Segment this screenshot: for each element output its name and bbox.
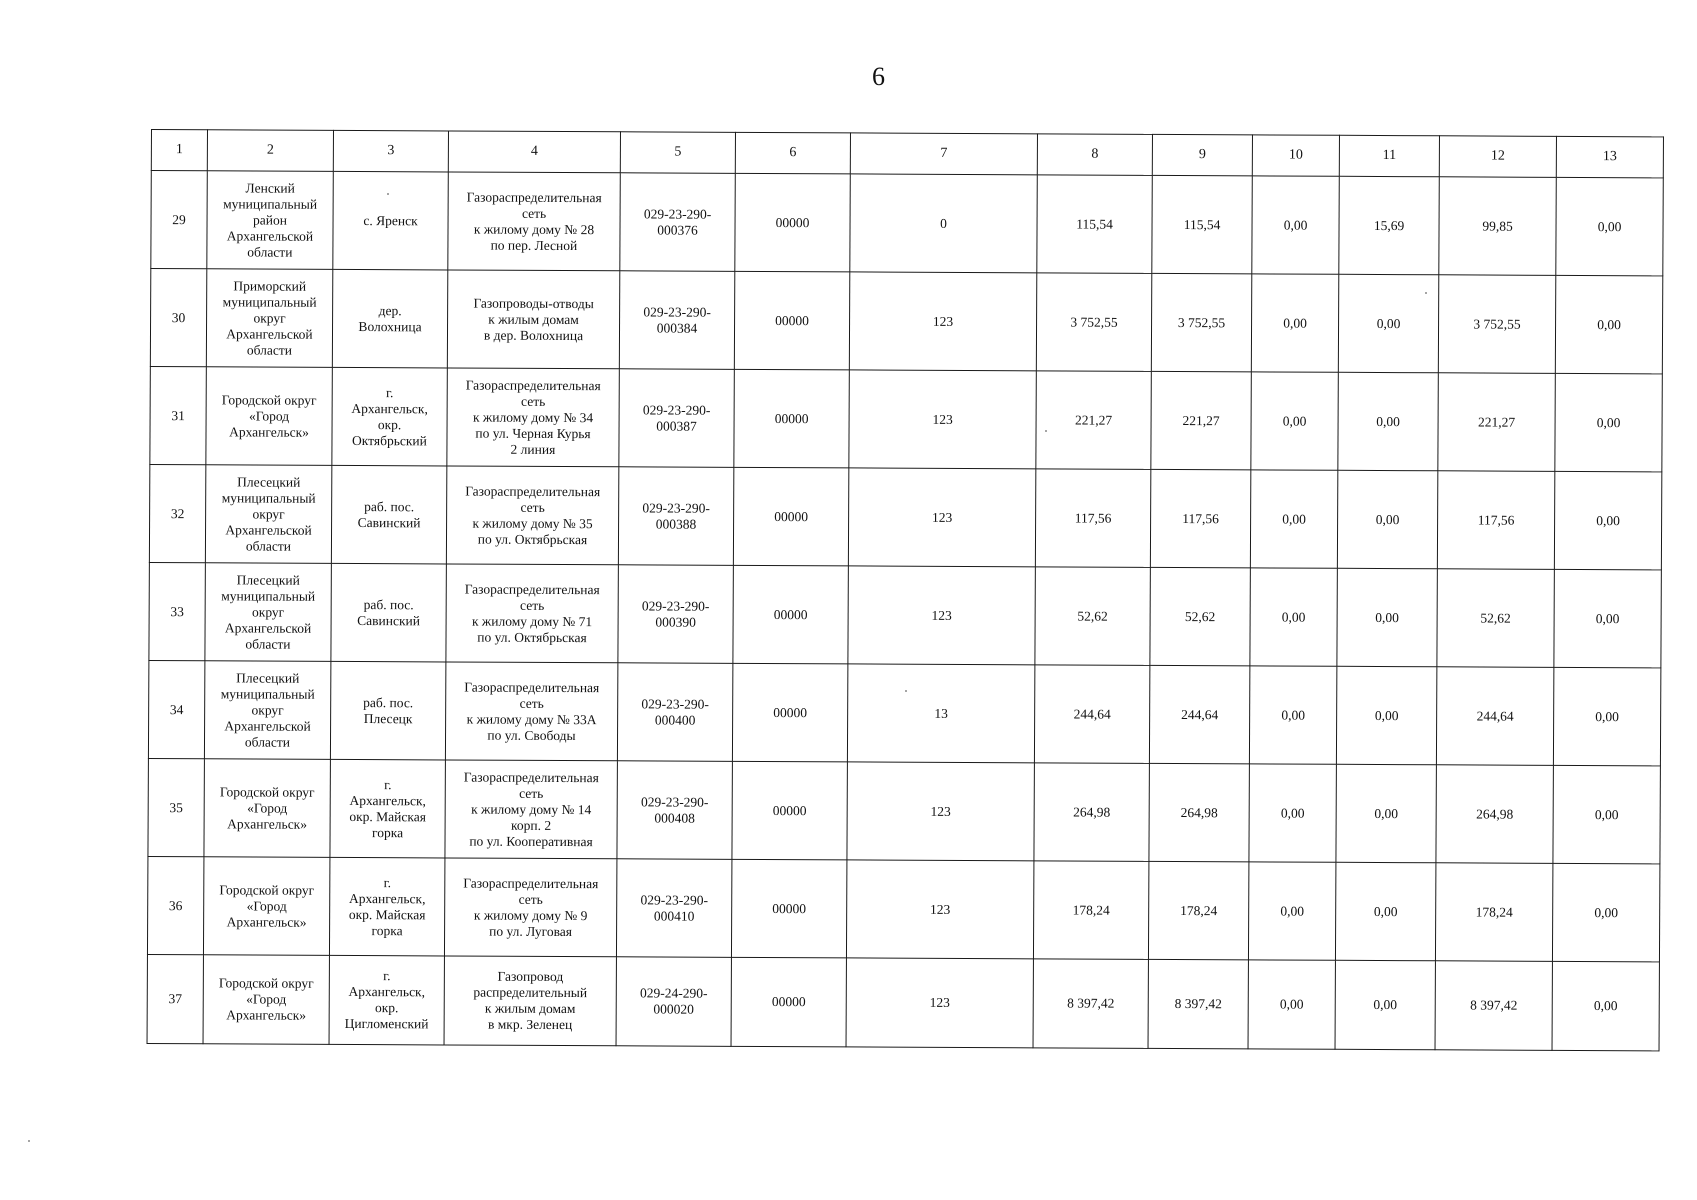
cell-text: 0,00 (1282, 413, 1307, 429)
table-cell-col-2 (205, 563, 331, 662)
table-cell-col-2 (203, 955, 329, 1045)
cell-text: г. Архангельск, окр. Майская горка (348, 874, 426, 938)
cell-text: 8 397,42 (1067, 995, 1115, 1011)
cell-text: 123 (931, 509, 953, 525)
table-cell-col-8 (1036, 371, 1151, 470)
scan-speck (1045, 430, 1047, 432)
table-cell-col-13 (1553, 765, 1660, 864)
cell-text: Газораспределительная сеть к жилому дому № 34 по ул. Черная Курья 2 линия (465, 377, 601, 457)
table-cell-col-5 (618, 565, 733, 664)
cell-text: 178,24 (1072, 902, 1110, 918)
cell-text: 36 (168, 897, 183, 913)
table-cell-col-11 (1337, 568, 1437, 666)
table-cell-col-9 (1148, 861, 1248, 959)
table-cell-col-1 (147, 856, 203, 954)
cell-text: раб. пос. Савинский (357, 596, 421, 628)
table-cell-col-7 (848, 566, 1035, 665)
table-cell-col-11 (1335, 960, 1435, 1049)
table-cell-col-2 (206, 367, 332, 466)
cell-text: 115,54 (1076, 216, 1113, 232)
table-cell-col-2 (205, 465, 331, 564)
cell-text: Газопроводы-отводы к жилым домам в дер. Волохница (473, 295, 594, 343)
column-header-4: 4 (448, 131, 620, 173)
table-cell-col-10 (1252, 176, 1339, 274)
cell-text: Городской округ «Город Архангельск» (219, 783, 315, 832)
cell-text: 264,98 (1073, 804, 1111, 820)
table-cell-col-8 (1033, 959, 1148, 1049)
scan-speck (387, 193, 389, 195)
cell-text: раб. пос. Савинский (357, 498, 421, 530)
cell-text: 123 (930, 803, 951, 819)
table-cell-col-8 (1034, 763, 1149, 862)
cell-text: 029-24-290- 000020 (639, 985, 708, 1017)
cell-text: 221,27 (1074, 412, 1113, 428)
cell-text: 117,56 (1477, 511, 1515, 528)
table-cell-col-10 (1249, 666, 1336, 764)
table-cell-col-9 (1151, 273, 1251, 371)
cell-text: 0,00 (1283, 217, 1308, 233)
table-cell-col-11 (1337, 470, 1437, 568)
scan-speck (28, 1140, 30, 1142)
cell-text: Плесецкий муниципальный округ Архангельской области (221, 571, 316, 652)
table-cell-col-1 (147, 954, 203, 1043)
cell-text: 029-23-290- 000384 (643, 303, 711, 336)
table-cell-col-3 (329, 955, 444, 1045)
table-cell-col-10 (1248, 862, 1335, 960)
table-cell-col-4 (444, 956, 616, 1046)
table-cell-col-3 (330, 759, 445, 858)
table-cell-col-5 (617, 663, 732, 762)
column-header-3: 3 (333, 130, 448, 172)
cell-text: 0,00 (1596, 414, 1621, 430)
table-cell-col-10 (1250, 470, 1337, 568)
cell-text: 029-23-290- 000410 (640, 891, 709, 924)
table-cell-col-9 (1151, 371, 1251, 469)
table-cell-col-11 (1338, 372, 1438, 470)
table-cell-col-2 (204, 759, 330, 858)
cell-text: 8 397,42 (1470, 997, 1518, 1013)
table-cell-col-12 (1435, 863, 1552, 962)
cell-text: 00000 (774, 410, 809, 426)
table-cell-col-2 (204, 661, 330, 760)
table-cell-col-6 (731, 859, 846, 958)
table-row (150, 269, 1662, 374)
cell-text: 00000 (775, 214, 810, 230)
cell-text: 0,00 (1595, 708, 1619, 724)
table-cell-col-2 (203, 857, 329, 956)
cell-text: г. Архангельск, окр. Майская горка (349, 776, 426, 840)
table-cell-col-10 (1250, 568, 1337, 666)
table-cell-col-6 (733, 467, 848, 566)
table-cell-col-12 (1438, 373, 1555, 472)
cell-text: 13 (934, 705, 948, 721)
column-header-5: 5 (620, 132, 735, 174)
cell-text: 33 (170, 603, 184, 619)
table-cell-col-1 (151, 171, 207, 269)
cell-text: 00000 (774, 508, 809, 524)
table-row (150, 366, 1662, 471)
page-number: 6 (872, 62, 885, 91)
table-cell-col-3 (333, 171, 448, 270)
column-header-9: 9 (1152, 134, 1252, 175)
column-header-10: 10 (1252, 135, 1339, 176)
cell-text: 00000 (775, 312, 809, 328)
table-cell-col-6 (732, 663, 847, 762)
table-cell-col-8 (1037, 175, 1152, 274)
cell-text: 0,00 (1374, 805, 1399, 821)
cell-text: 123 (932, 313, 954, 329)
table-cell-col-12 (1439, 177, 1556, 276)
table-cell-col-12 (1437, 471, 1554, 570)
table-cell-col-10 (1249, 764, 1336, 862)
cell-text: 123 (931, 607, 952, 623)
cell-text: с. Яренск (363, 212, 418, 228)
table-cell-col-7 (847, 664, 1034, 763)
cell-text: Плесецкий муниципальный округ Архангельской области (220, 669, 315, 750)
table-row (147, 856, 1659, 961)
table-cell-col-9 (1149, 665, 1249, 763)
table-cell-col-6 (734, 369, 849, 468)
table-cell-col-3 (332, 269, 447, 368)
cell-text: 221,27 (1477, 413, 1516, 430)
cell-text: Городской округ «Город Архангельск» (219, 881, 315, 930)
table-cell-col-6 (731, 957, 846, 1047)
cell-text: 123 (932, 411, 953, 427)
table-cell-col-7 (847, 762, 1034, 861)
table-cell-col-7 (850, 174, 1037, 273)
cell-text: 0,00 (1375, 511, 1400, 527)
cell-text: 99,85 (1482, 218, 1513, 234)
cell-text: 00000 (772, 802, 807, 818)
table-cell-col-11 (1336, 666, 1436, 764)
table-cell-col-8 (1034, 665, 1149, 764)
cell-text: 0,00 (1280, 903, 1305, 919)
table-cell-col-12 (1436, 667, 1553, 766)
cell-text: 029-23-290- 000408 (640, 793, 709, 826)
cell-text: 029-23-290- 000400 (641, 695, 709, 728)
cell-text: 52,62 (1184, 608, 1216, 624)
table-cell-col-5 (617, 761, 732, 860)
table-cell-col-8 (1033, 861, 1148, 960)
table-cell-col-1 (148, 758, 204, 856)
cell-text: 0,00 (1282, 511, 1306, 527)
column-header-7: 7 (850, 133, 1037, 175)
cell-text: 0,00 (1374, 707, 1399, 723)
table-cell-col-9 (1149, 763, 1249, 861)
cell-text: Газораспределительная сеть к жилому дому № 71 по ул. Октябрьская (464, 581, 600, 645)
table-cell-col-4 (445, 662, 617, 761)
table-cell-col-10 (1251, 372, 1338, 470)
scan-speck (905, 690, 907, 692)
table-cell-col-6 (735, 173, 850, 272)
cell-text: 0,00 (1597, 218, 1622, 234)
cell-text: 0,00 (1593, 998, 1618, 1014)
table-cell-col-10 (1248, 960, 1335, 1049)
table-cell-col-9 (1150, 469, 1250, 567)
cell-text: Газопровод распределительный к жилым домам в мкр. Зеленец (473, 968, 588, 1033)
table-cell-col-2 (206, 269, 332, 368)
table-cell-col-1 (150, 269, 206, 367)
table-cell-col-5 (616, 957, 731, 1047)
cell-text: 029-23-290- 000387 (642, 401, 711, 434)
cell-text: 0,00 (1373, 903, 1398, 919)
cell-text: 15,69 (1373, 217, 1405, 233)
table-cell-col-11 (1339, 176, 1439, 274)
cell-text: Газораспределительная сеть к жилому дому № 35 по ул. Октябрьская (465, 483, 601, 547)
column-header-6: 6 (735, 132, 850, 174)
table-cell-col-13 (1554, 569, 1661, 668)
table-cell-col-4 (447, 368, 619, 467)
table-cell-col-5 (616, 859, 731, 958)
cell-text: 178,24 (1180, 902, 1218, 918)
table-cell-col-13 (1555, 275, 1662, 374)
cell-text: 029-23-290- 000388 (642, 499, 710, 532)
table-cell-col-11 (1336, 764, 1436, 862)
table-cell-col-13 (1554, 471, 1661, 570)
table-cell-col-3 (331, 465, 446, 564)
table-cell-col-7 (846, 860, 1033, 959)
cell-text: дер. Волохница (358, 302, 422, 334)
column-header-8: 8 (1037, 134, 1152, 176)
cell-text: 0,00 (1281, 609, 1306, 625)
table-row (151, 171, 1663, 276)
cell-text: 0,00 (1597, 316, 1621, 332)
table-cell-col-4 (446, 466, 618, 565)
table-cell-col-4 (446, 564, 618, 663)
table-cell-col-1 (148, 660, 204, 758)
cell-text: раб. пос. Плесецк (363, 694, 414, 726)
table-cell-col-1 (149, 464, 205, 562)
table-cell-col-3 (330, 661, 445, 760)
table-cell-col-6 (732, 761, 847, 860)
table-cell-col-8 (1035, 469, 1150, 568)
cell-text: 37 (168, 991, 183, 1007)
table-cell-col-6 (733, 565, 848, 664)
cell-text: Городской округ «Город Архангельск» (218, 975, 314, 1023)
cell-text: 0,00 (1375, 609, 1399, 625)
cell-text: 115,54 (1183, 216, 1221, 232)
cell-text: 0,00 (1594, 806, 1619, 822)
cell-text: Плесецкий муниципальный округ Архангельской области (221, 473, 316, 554)
table-cell-col-4 (447, 270, 619, 369)
cell-text: 0,00 (1376, 315, 1401, 331)
cell-text: 00000 (773, 704, 808, 720)
cell-text: 3 752,55 (1473, 315, 1521, 332)
cell-text: 0,00 (1376, 413, 1400, 429)
table-cell-col-8 (1035, 567, 1150, 666)
cell-text: 34 (169, 701, 184, 717)
cell-text: 00000 (773, 606, 808, 622)
column-header-13: 13 (1556, 136, 1663, 178)
table-cell-col-6 (734, 271, 849, 370)
cell-text: 0,00 (1279, 996, 1304, 1012)
cell-text: 52,62 (1077, 608, 1108, 624)
table-cell-col-4 (448, 172, 620, 271)
cell-text: 32 (170, 505, 185, 521)
table-cell-col-1 (150, 366, 206, 464)
table-cell-col-5 (619, 369, 734, 468)
table-body (147, 171, 1663, 1051)
cell-text: 029-23-290- 000376 (643, 205, 712, 238)
table-cell-col-12 (1438, 275, 1555, 374)
cell-text: 00000 (772, 900, 807, 916)
cell-text: г. Архангельск, окр. Октябрьский (351, 384, 428, 448)
table-cell-col-11 (1335, 862, 1435, 960)
cell-text: Ленский муниципальный район Архангельской области (223, 179, 318, 260)
cell-text: 244,64 (1181, 706, 1219, 722)
table-cell-col-13 (1552, 863, 1659, 962)
table-cell-col-3 (329, 857, 444, 956)
register-table (147, 129, 1664, 1051)
cell-text: 0,00 (1280, 805, 1305, 821)
column-header-11: 11 (1339, 135, 1439, 176)
table-row (148, 758, 1660, 863)
cell-text: Газораспределительная сеть к жилому дому № 14 корп. 2 по ул. Кооперативная (463, 769, 599, 849)
table-cell-col-8 (1036, 273, 1151, 372)
table-cell-col-11 (1338, 274, 1438, 372)
cell-text: 244,64 (1073, 706, 1111, 722)
table-cell-col-7 (846, 958, 1033, 1048)
cell-text: 117,56 (1182, 510, 1219, 526)
cell-text: 30 (171, 309, 186, 325)
cell-text: 221,27 (1182, 412, 1220, 428)
cell-text: 3 752,55 (1070, 313, 1118, 330)
table-cell-col-2 (207, 171, 333, 270)
scan-speck (1425, 292, 1427, 294)
table-cell-col-4 (445, 760, 617, 859)
cell-text: 0,00 (1281, 707, 1306, 723)
table-cell-col-10 (1251, 274, 1338, 372)
table-cell-col-9 (1150, 567, 1250, 665)
table-cell-col-13 (1556, 177, 1663, 276)
register-table-sheet (147, 129, 1663, 1051)
table-cell-col-12 (1436, 765, 1553, 864)
table-cell-col-13 (1555, 373, 1662, 472)
cell-text: 00000 (771, 994, 806, 1010)
cell-text: 3 752,55 (1177, 314, 1226, 330)
cell-text: 178,24 (1475, 903, 1513, 920)
table-cell-col-5 (618, 467, 733, 566)
table-cell-col-13 (1553, 667, 1660, 766)
column-header-12: 12 (1439, 136, 1556, 178)
column-header-2: 2 (207, 130, 333, 172)
table-row (149, 562, 1661, 667)
cell-text: 264,98 (1476, 805, 1514, 822)
cell-text: 8 397,42 (1174, 996, 1222, 1012)
table-cell-col-13 (1552, 961, 1659, 1051)
cell-text: Газораспределительная сеть к жилому дому № 28 по пер. Лесной (466, 189, 602, 253)
cell-text: 35 (169, 799, 183, 815)
table-cell-col-9 (1152, 175, 1252, 273)
table-cell-col-3 (331, 563, 446, 662)
table-cell-col-7 (848, 468, 1035, 567)
cell-text: Городской округ «Город Архангельск» (221, 391, 317, 440)
cell-text: 0 (940, 215, 947, 231)
table-cell-col-5 (620, 173, 735, 272)
cell-text: 0,00 (1373, 996, 1398, 1013)
table-cell-col-7 (849, 370, 1036, 469)
cell-text: 0,00 (1283, 315, 1307, 331)
table-row (147, 954, 1659, 1050)
cell-text: 0,00 (1594, 904, 1619, 920)
table-cell-col-12 (1437, 569, 1554, 668)
table-cell-col-7 (849, 272, 1036, 371)
table-cell-col-1 (149, 562, 205, 660)
column-header-1: 1 (151, 130, 207, 171)
cell-text: 264,98 (1180, 804, 1218, 820)
cell-text: 0,00 (1596, 512, 1620, 528)
table-cell-col-4 (444, 858, 616, 957)
table-cell-col-5 (619, 271, 734, 370)
cell-text: Газораспределительная сеть к жилому дому № 33А по ул. Свободы (464, 679, 600, 743)
cell-text: 29 (172, 211, 186, 227)
table-row (148, 660, 1660, 765)
cell-text: 244,64 (1476, 707, 1514, 724)
cell-text: г. Архангельск, окр. Цигломенский (344, 968, 429, 1032)
cell-text: Газораспределительная сеть к жилому дому № 9 по ул. Луговая (463, 875, 599, 939)
table-row (149, 464, 1661, 569)
cell-text: 117,56 (1074, 510, 1112, 526)
cell-text: 123 (929, 994, 950, 1010)
table-cell-col-9 (1148, 959, 1248, 1048)
cell-text: 52,62 (1480, 610, 1511, 626)
cell-text: 123 (930, 901, 951, 917)
cell-text: Приморский муниципальный округ Архангельской области (222, 277, 317, 358)
cell-text: 029-23-290- 000390 (641, 597, 710, 630)
table-cell-col-3 (332, 367, 447, 466)
table-cell-col-12 (1435, 961, 1552, 1051)
cell-text: 0,00 (1595, 610, 1620, 626)
cell-text: 31 (171, 407, 185, 423)
